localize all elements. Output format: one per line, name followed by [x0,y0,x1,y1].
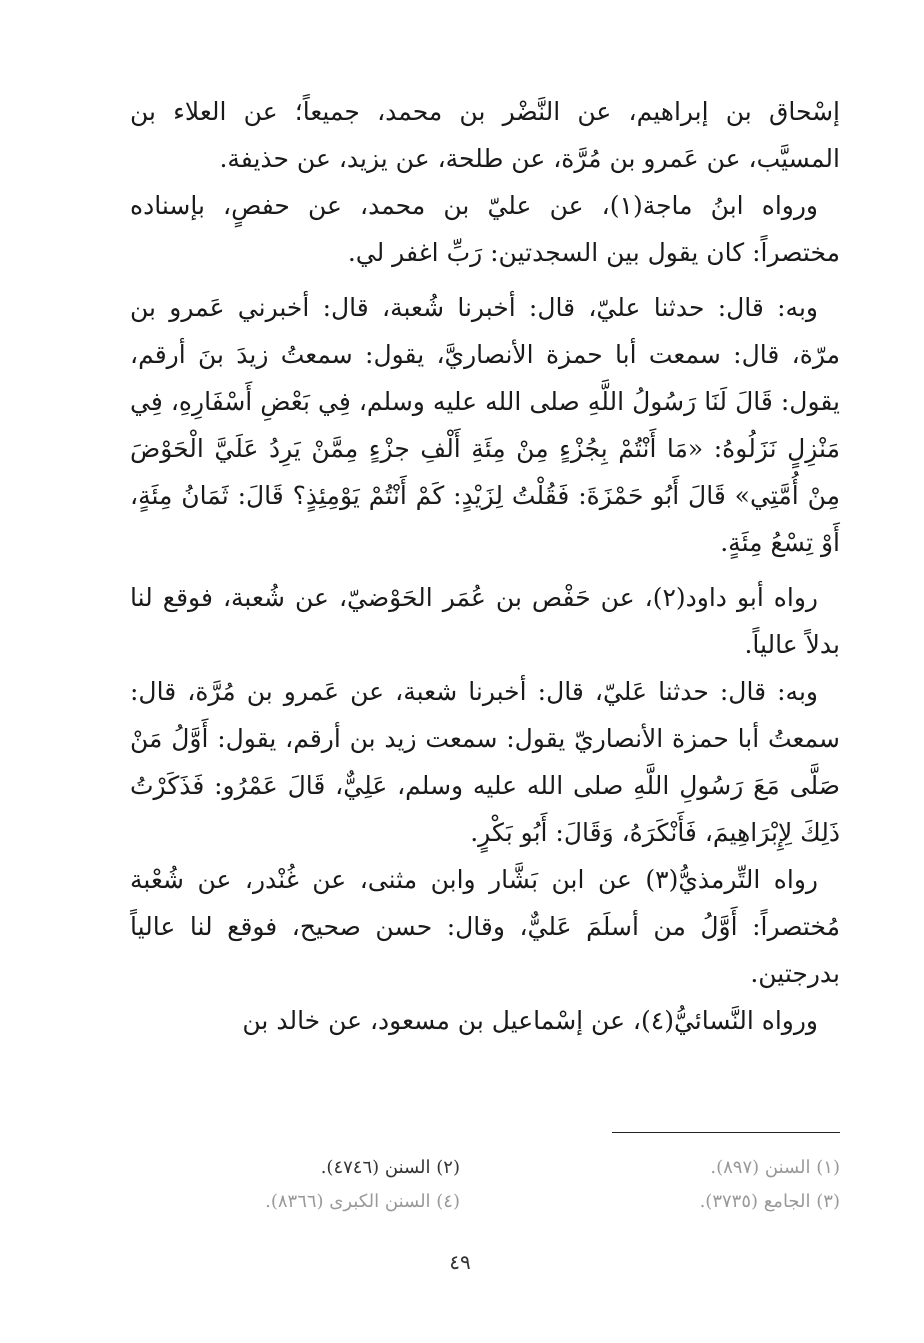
footnote-divider [612,1132,840,1133]
paragraph-7: ورواه النَّسائيُّ(٤)، عن إسْماعيل بن مسعود، عن خالد بن [242,1006,818,1035]
page-body [130,88,840,1044]
footnote-3: (٣) الجامع (٣٧٣٥). [699,1191,840,1212]
page-number: ٤٩ [449,1250,471,1274]
paragraph-6: رواه التِّرمذيُّ(٣) عن ابن بَشَّار وابن مثنى، عن غُنْدر، عن شُعْبة مُختصراً: أَوَّلُ من أسلَمَ عَليٌّ، وقال: حسن صحيح، فوقع لنا عالياً بدرجتين. [130,865,840,988]
paragraph-3: وبه: قال: حدثنا عليّ، قال: أخبرنا شُعبة، قال: أخبرني عَمرو بن مرّة، قال: سمعت أبا حمزة الأنصاريَّ، يقول: سمعتُ زيدَ بنَ أرقم، يقول: قَالَ لَنَا رَسُولُ اللَّهِ صلى الله عليه وسلم، فِي بَعْضِ أَسْفَارِهِ، فِي مَنْزِلٍ نَزَلُوهُ: «مَا أَنْتُمْ بِجُزْءٍ مِنْ مِئَةِ أَلْفِ جزْءٍ مِمَّنْ يَرِدُ عَلَيَّ الْحَوْضَ مِنْ أُمَّتِي» قَالَ أَبُو حَمْزَةَ: فَقُلْتُ لِزَيْدٍ: كَمْ أَنْتُمْ يَوْمِئِذٍ؟ قَالَ: ثَمَانُ مِئَةٍ، أَوْ تِسْعُ مِئَةٍ. [130,293,840,557]
paragraph-4: رواه أبو داود(٢)، عن حَفْص بن عُمَر الحَوْضيّ، عن شُعبة، فوقع لنا بدلاً عالياً. [130,583,840,659]
footnote-1: (١) السنن (٨٩٧). [710,1157,840,1178]
footnote-4: (٤) السنن الكبرى (٨٣٦٦). [265,1191,460,1212]
paragraph-5: وبه: قال: حدثنا عَليّ، قال: أخبرنا شعبة، عن عَمرو بن مُرَّة، قال: سمعتُ أبا حمزة الأنصاريّ يقول: سمعت زيد بن أرقم، يقول: أَوَّلُ مَنْ صَلَّى مَعَ رَسُولِ اللَّهِ صلى الله عليه وسلم، عَلِيٌّ، قَالَ عَمْرُو: فَذَكَرْتُ ذَلِكَ لِإِبْرَاهِيمَ، فَأَنْكَرَهُ، وَقَالَ: أَبُو بَكْرٍ. [130,677,840,847]
footnote-2: (٢) السنن (٤٧٤٦). [320,1157,460,1178]
footnote-list [130,1154,840,1216]
paragraph-1: إسْحاق بن إبراهيم، عن النَّضْر بن محمد، جميعاً؛ عن العلاء بن المسيَّب، عن عَمرو بن مُرَّة، عن طلحة، عن يزيد، عن حذيفة. [130,97,840,173]
paragraph-2: ورواه ابنُ ماجة(١)، عن عليّ بن محمد، عن حفصٍ، بإسناده مختصراً: كان يقول بين السجدتين: رَبِّ اغفر لي. [130,191,840,267]
